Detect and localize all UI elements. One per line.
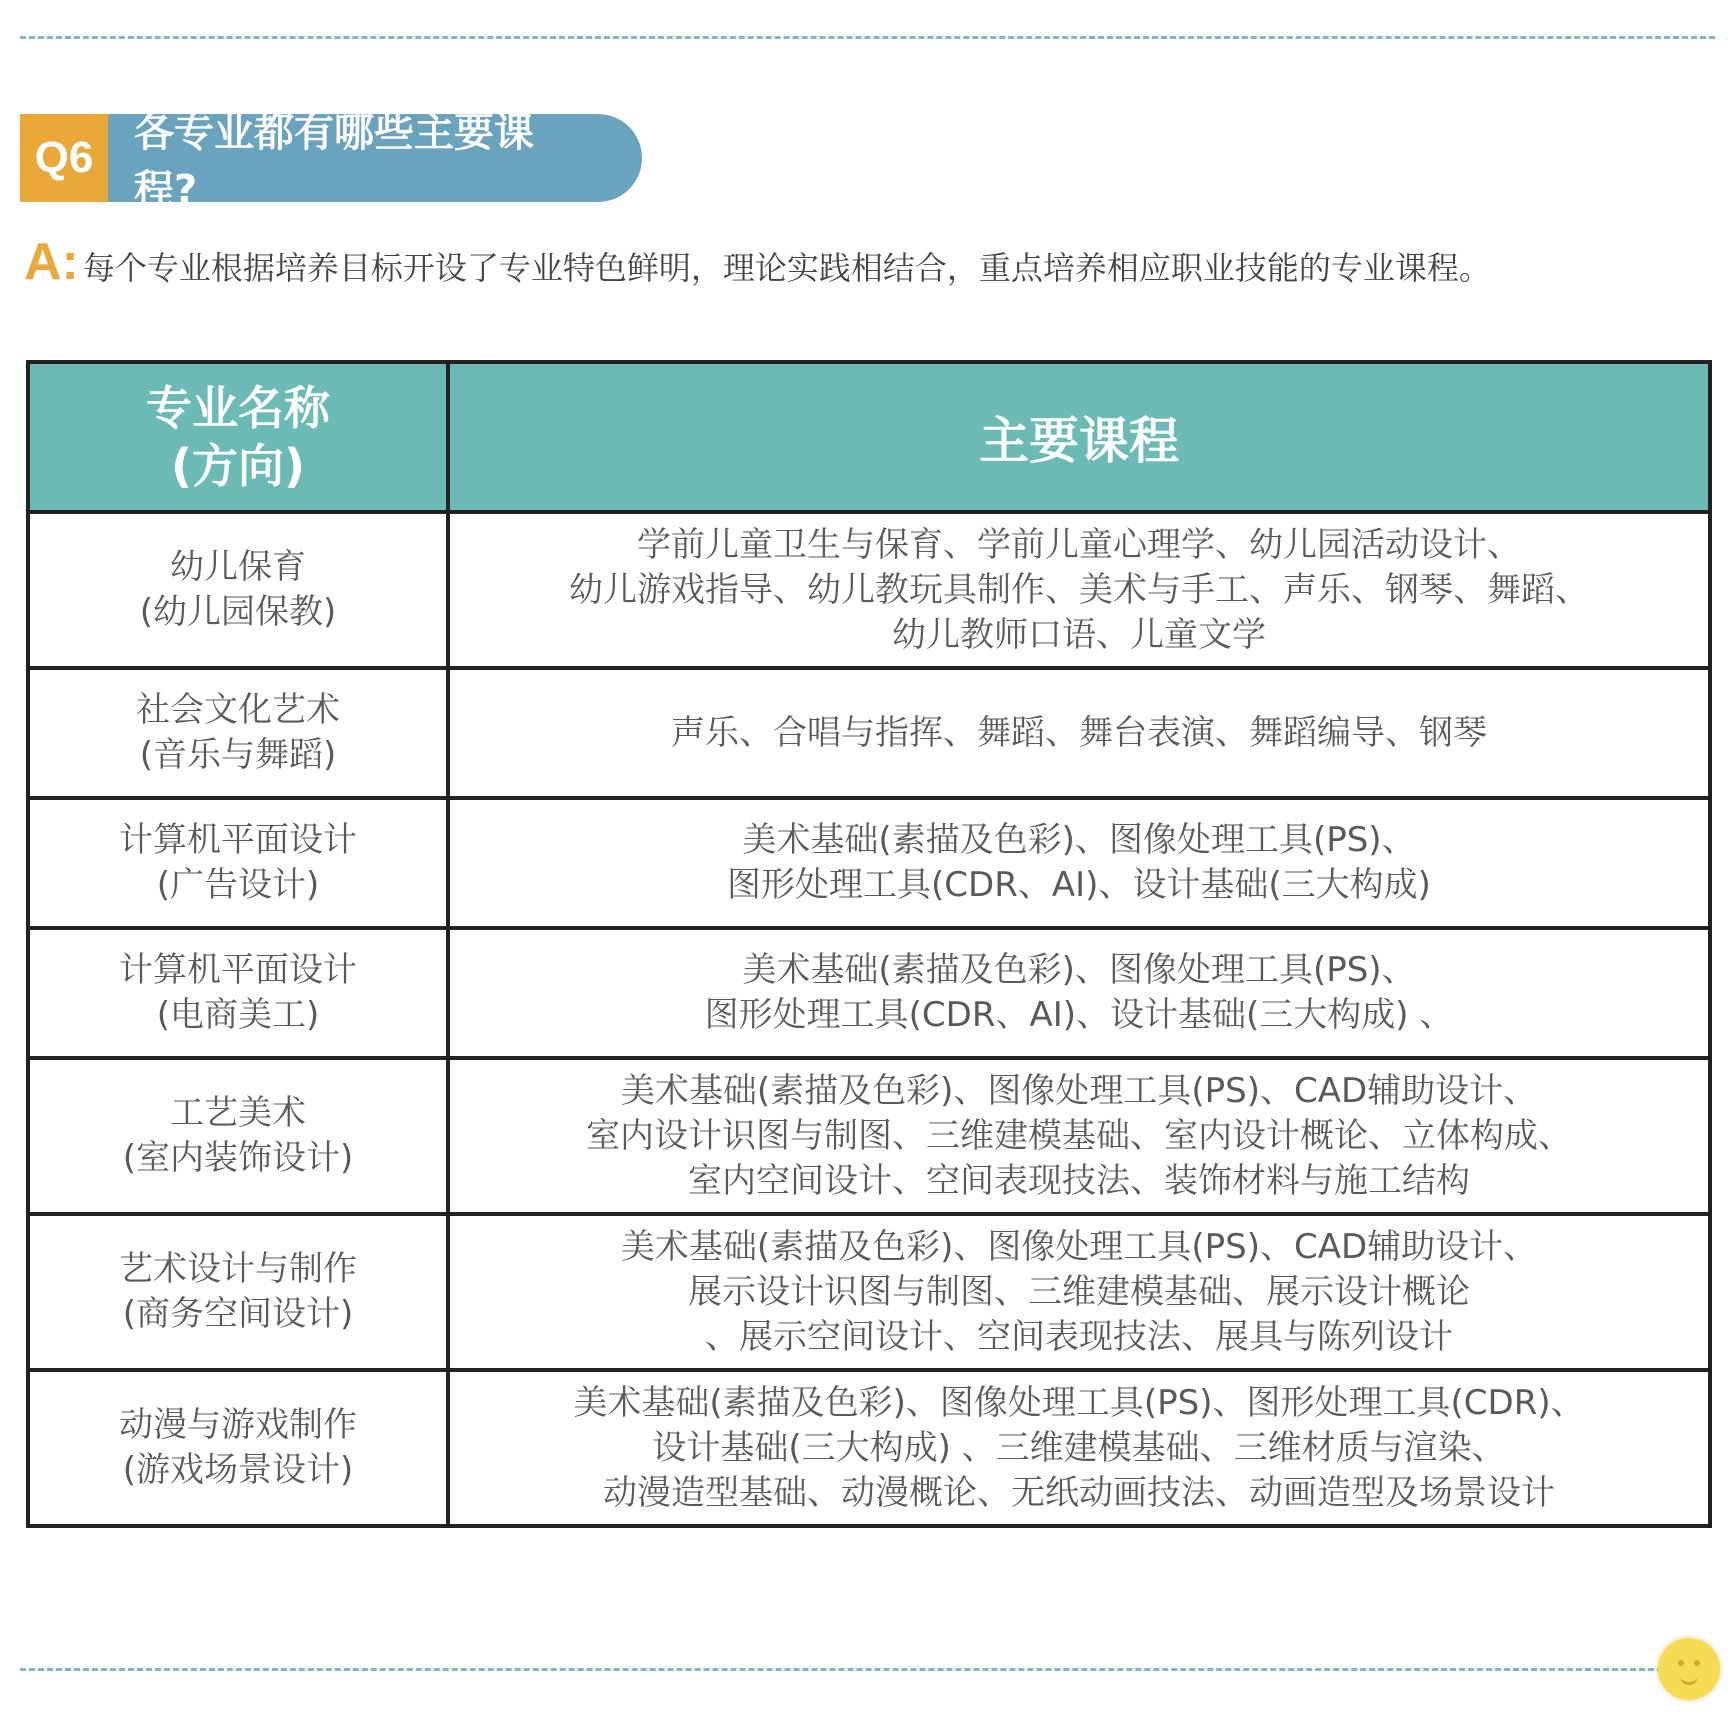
course-line: 图形处理工具(CDR、AI)、设计基础(三大构成): [727, 865, 1431, 905]
major-name: 动漫与游戏制作: [119, 1405, 357, 1445]
major-cell: [28, 1370, 448, 1526]
major-name: 艺术设计与制作: [119, 1249, 357, 1289]
smiley-icon: [1658, 1638, 1720, 1700]
smiley-mouth: [1680, 1674, 1698, 1685]
major-name: 计算机平面设计: [119, 950, 357, 990]
major-name: 幼儿保育: [170, 547, 306, 587]
header-major: [28, 362, 448, 512]
bottom-dashed-divider: [20, 1668, 1663, 1671]
table-row: [28, 668, 1710, 798]
courses-cell: [448, 668, 1710, 798]
smiley-eye: [1694, 1660, 1700, 1666]
major-direction: (电商美工): [156, 995, 320, 1035]
course-line: 幼儿教师口语、儿童文学: [892, 614, 1266, 655]
top-dashed-divider: [20, 36, 1715, 39]
major-cell: [28, 1214, 448, 1370]
header-major-line: 专业名称: [146, 381, 330, 435]
major-direction: (广告设计): [156, 865, 320, 905]
course-line: 动漫造型基础、动漫概论、无纸动画技法、动画造型及场景设计: [603, 1472, 1555, 1513]
courses-cell: [448, 798, 1710, 928]
major-direction: (幼儿园保教): [139, 592, 337, 632]
answer-text: 每个专业根据培养目标开设了专业特色鲜明，理论实践相结合，重点培养相应职业技能的专业课程。: [82, 249, 1491, 287]
major-direction: (室内装饰设计): [122, 1138, 354, 1178]
question-title: 各专业都有哪些主要课程?: [108, 114, 642, 202]
course-line: 美术基础(素描及色彩)、图像处理工具(PS)、: [742, 820, 1416, 860]
course-table: [26, 360, 1712, 1528]
course-line: 室内空间设计、空间表现技法、装饰材料与施工结构: [688, 1160, 1470, 1201]
table-row: [28, 1370, 1710, 1526]
course-line: 幼儿游戏指导、幼儿教玩具制作、美术与手工、声乐、钢琴、舞蹈、: [569, 569, 1589, 610]
table-row: [28, 798, 1710, 928]
major-cell: [28, 668, 448, 798]
major-direction: (音乐与舞蹈): [139, 735, 337, 775]
courses-cell: [448, 512, 1710, 668]
table-row: [28, 1214, 1710, 1370]
smiley-eye: [1678, 1660, 1684, 1666]
major-name: 社会文化艺术: [136, 690, 340, 730]
major-direction: (游戏场景设计): [122, 1450, 354, 1490]
course-line: 声乐、合唱与指挥、舞蹈、舞台表演、舞蹈编导、钢琴: [671, 712, 1487, 753]
header-courses: 主要课程: [448, 362, 1710, 512]
course-line: 图形处理工具(CDR、AI)、设计基础(三大构成) 、: [704, 995, 1454, 1035]
major-cell: [28, 1058, 448, 1214]
question-number: Q6: [20, 114, 108, 202]
courses-cell: [448, 1058, 1710, 1214]
course-line: 美术基础(素描及色彩)、图像处理工具(PS)、CAD辅助设计、: [620, 1070, 1538, 1111]
course-line: 美术基础(素描及色彩)、图像处理工具(PS)、CAD辅助设计、: [620, 1226, 1538, 1267]
major-direction: (商务空间设计): [122, 1294, 354, 1334]
major-cell: [28, 798, 448, 928]
answer-line: [24, 232, 1491, 292]
course-line: 学前儿童卫生与保育、学前儿童心理学、幼儿园活动设计、: [637, 524, 1521, 565]
courses-cell: [448, 928, 1710, 1058]
courses-cell: [448, 1214, 1710, 1370]
course-line: 设计基础(三大构成) 、三维建模基础、三维材质与渲染、: [652, 1427, 1506, 1468]
table-row: [28, 512, 1710, 668]
course-line: 美术基础(素描及色彩)、图像处理工具(PS)、图形处理工具(CDR)、: [573, 1382, 1585, 1423]
question-banner: [20, 110, 642, 213]
courses-cell: [448, 1370, 1710, 1526]
course-line: 、展示空间设计、空间表现技法、展具与陈列设计: [705, 1316, 1453, 1357]
answer-mark: A:: [24, 233, 79, 291]
major-cell: [28, 928, 448, 1058]
course-line: 美术基础(素描及色彩)、图像处理工具(PS)、: [742, 950, 1416, 990]
major-name: 计算机平面设计: [119, 820, 357, 860]
header-major-line: (方向): [170, 439, 306, 493]
table-row: [28, 1058, 1710, 1214]
course-line: 室内设计识图与制图、三维建模基础、室内设计概论、立体构成、: [586, 1115, 1572, 1156]
major-cell: [28, 512, 448, 668]
table-row: [28, 928, 1710, 1058]
major-name: 工艺美术: [170, 1093, 306, 1133]
table-header-row: [28, 362, 1710, 512]
course-line: 展示设计识图与制图、三维建模基础、展示设计概论: [688, 1271, 1470, 1312]
